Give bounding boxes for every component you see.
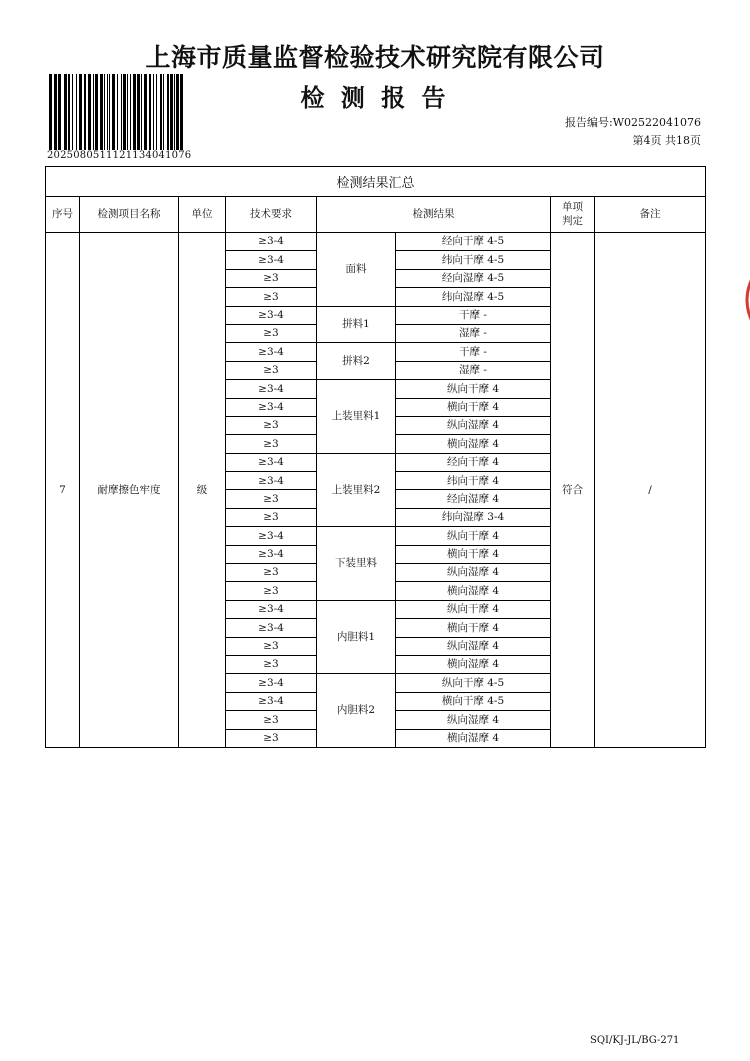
result-cell: 纬向湿摩 4-5 [396,288,551,306]
result-cell: 纵向干摩 4-5 [396,674,551,692]
result-cell: 经向干摩 4-5 [396,233,551,251]
requirement-cell: ≥3 [226,490,317,508]
form-code: SQI/KJ-JL/BG-271 [590,1035,680,1046]
requirement-cell: ≥3 [226,508,317,526]
result-cell: 经向湿摩 4-5 [396,269,551,287]
table-header-row [46,197,706,233]
requirement-cell: ≥3-4 [226,343,317,361]
result-cell: 纵向湿摩 4 [396,637,551,655]
result-cell: 纬向干摩 4 [396,472,551,490]
requirement-cell: ≥3 [226,361,317,379]
col-header-remark: 备注 [595,197,706,233]
requirement-cell: ≥3-4 [226,398,317,416]
requirement-cell: ≥3 [226,435,317,453]
requirement-cell: ≥3 [226,416,317,434]
material-cell: 内胆料1 [317,600,396,674]
page-info: 第4页 共18页 [632,134,701,147]
barcode-image [48,74,188,150]
result-cell: 纵向湿摩 4 [396,564,551,582]
requirement-cell: ≥3-4 [226,472,317,490]
report-number: 报告编号:W02522041076 [565,116,701,129]
result-cell: 横向干摩 4 [396,619,551,637]
material-cell: 下装里料 [317,527,396,601]
seal-stamp [738,252,750,348]
requirement-cell: ≥3 [226,582,317,600]
requirement-cell: ≥3-4 [226,619,317,637]
requirement-cell: ≥3-4 [226,674,317,692]
requirement-cell: ≥3-4 [226,251,317,269]
requirement-cell: ≥3-4 [226,233,317,251]
col-header-unit: 单位 [179,197,226,233]
result-cell: 湿摩 - [396,361,551,379]
requirement-cell: ≥3-4 [226,380,317,398]
material-cell: 上装里料1 [317,380,396,454]
requirement-cell: ≥3 [226,637,317,655]
result-cell: 纵向干摩 4 [396,600,551,618]
result-cell: 经向干摩 4 [396,453,551,471]
entry-unit-cell: 级 [179,233,226,748]
result-cell: 横向湿摩 4 [396,435,551,453]
requirement-cell: ≥3 [226,564,317,582]
result-cell: 横向干摩 4-5 [396,692,551,710]
company-name: 上海市质量监督检验技术研究院有限公司 [145,43,605,72]
col-header-requirement: 技术要求 [226,197,317,233]
col-header-item: 检测项目名称 [80,197,179,233]
requirement-cell: ≥3 [226,288,317,306]
table-row [46,233,706,251]
material-cell: 内胆料2 [317,674,396,748]
table-title-row [46,167,706,197]
entry-item-cell: 耐摩擦色牢度 [80,233,179,748]
report-title: 检 测 报 告 [300,83,450,112]
col-header-result: 检测结果 [317,197,551,233]
requirement-cell: ≥3 [226,324,317,342]
result-cell: 湿摩 - [396,324,551,342]
result-cell: 纵向湿摩 4 [396,711,551,729]
requirement-cell: ≥3 [226,655,317,673]
requirement-cell: ≥3-4 [226,527,317,545]
requirement-cell: ≥3-4 [226,306,317,324]
result-cell: 经向湿摩 4 [396,490,551,508]
entry-remark-cell: / [595,233,706,748]
result-cell: 干摩 - [396,306,551,324]
requirement-cell: ≥3 [226,269,317,287]
col-header-seq: 序号 [46,197,80,233]
table-title: 检测结果汇总 [46,167,706,197]
result-cell: 纬向干摩 4-5 [396,251,551,269]
result-cell: 横向湿摩 4 [396,582,551,600]
requirement-cell: ≥3-4 [226,453,317,471]
requirement-cell: ≥3 [226,729,317,747]
material-cell: 拼料1 [317,306,396,343]
material-cell: 上装里料2 [317,453,396,527]
requirement-cell: ≥3 [226,711,317,729]
entry-seq-cell: 7 [46,233,80,748]
result-cell: 纬向湿摩 3-4 [396,508,551,526]
result-cell: 横向湿摩 4 [396,729,551,747]
requirement-cell: ≥3-4 [226,692,317,710]
requirement-cell: ≥3-4 [226,600,317,618]
result-cell: 横向干摩 4 [396,398,551,416]
results-summary-table [45,166,706,748]
result-cell: 纵向干摩 4 [396,380,551,398]
result-cell: 横向干摩 4 [396,545,551,563]
col-header-verdict: 单项 判定 [551,197,595,233]
result-cell: 干摩 - [396,343,551,361]
material-cell: 拼料2 [317,343,396,380]
barcode-number: 2025080511121134041076 [47,150,192,161]
result-cell: 纵向湿摩 4 [396,416,551,434]
requirement-cell: ≥3-4 [226,545,317,563]
entry-verdict-cell: 符合 [551,233,595,748]
material-cell: 面料 [317,233,396,307]
result-cell: 横向湿摩 4 [396,655,551,673]
result-cell: 纵向干摩 4 [396,527,551,545]
